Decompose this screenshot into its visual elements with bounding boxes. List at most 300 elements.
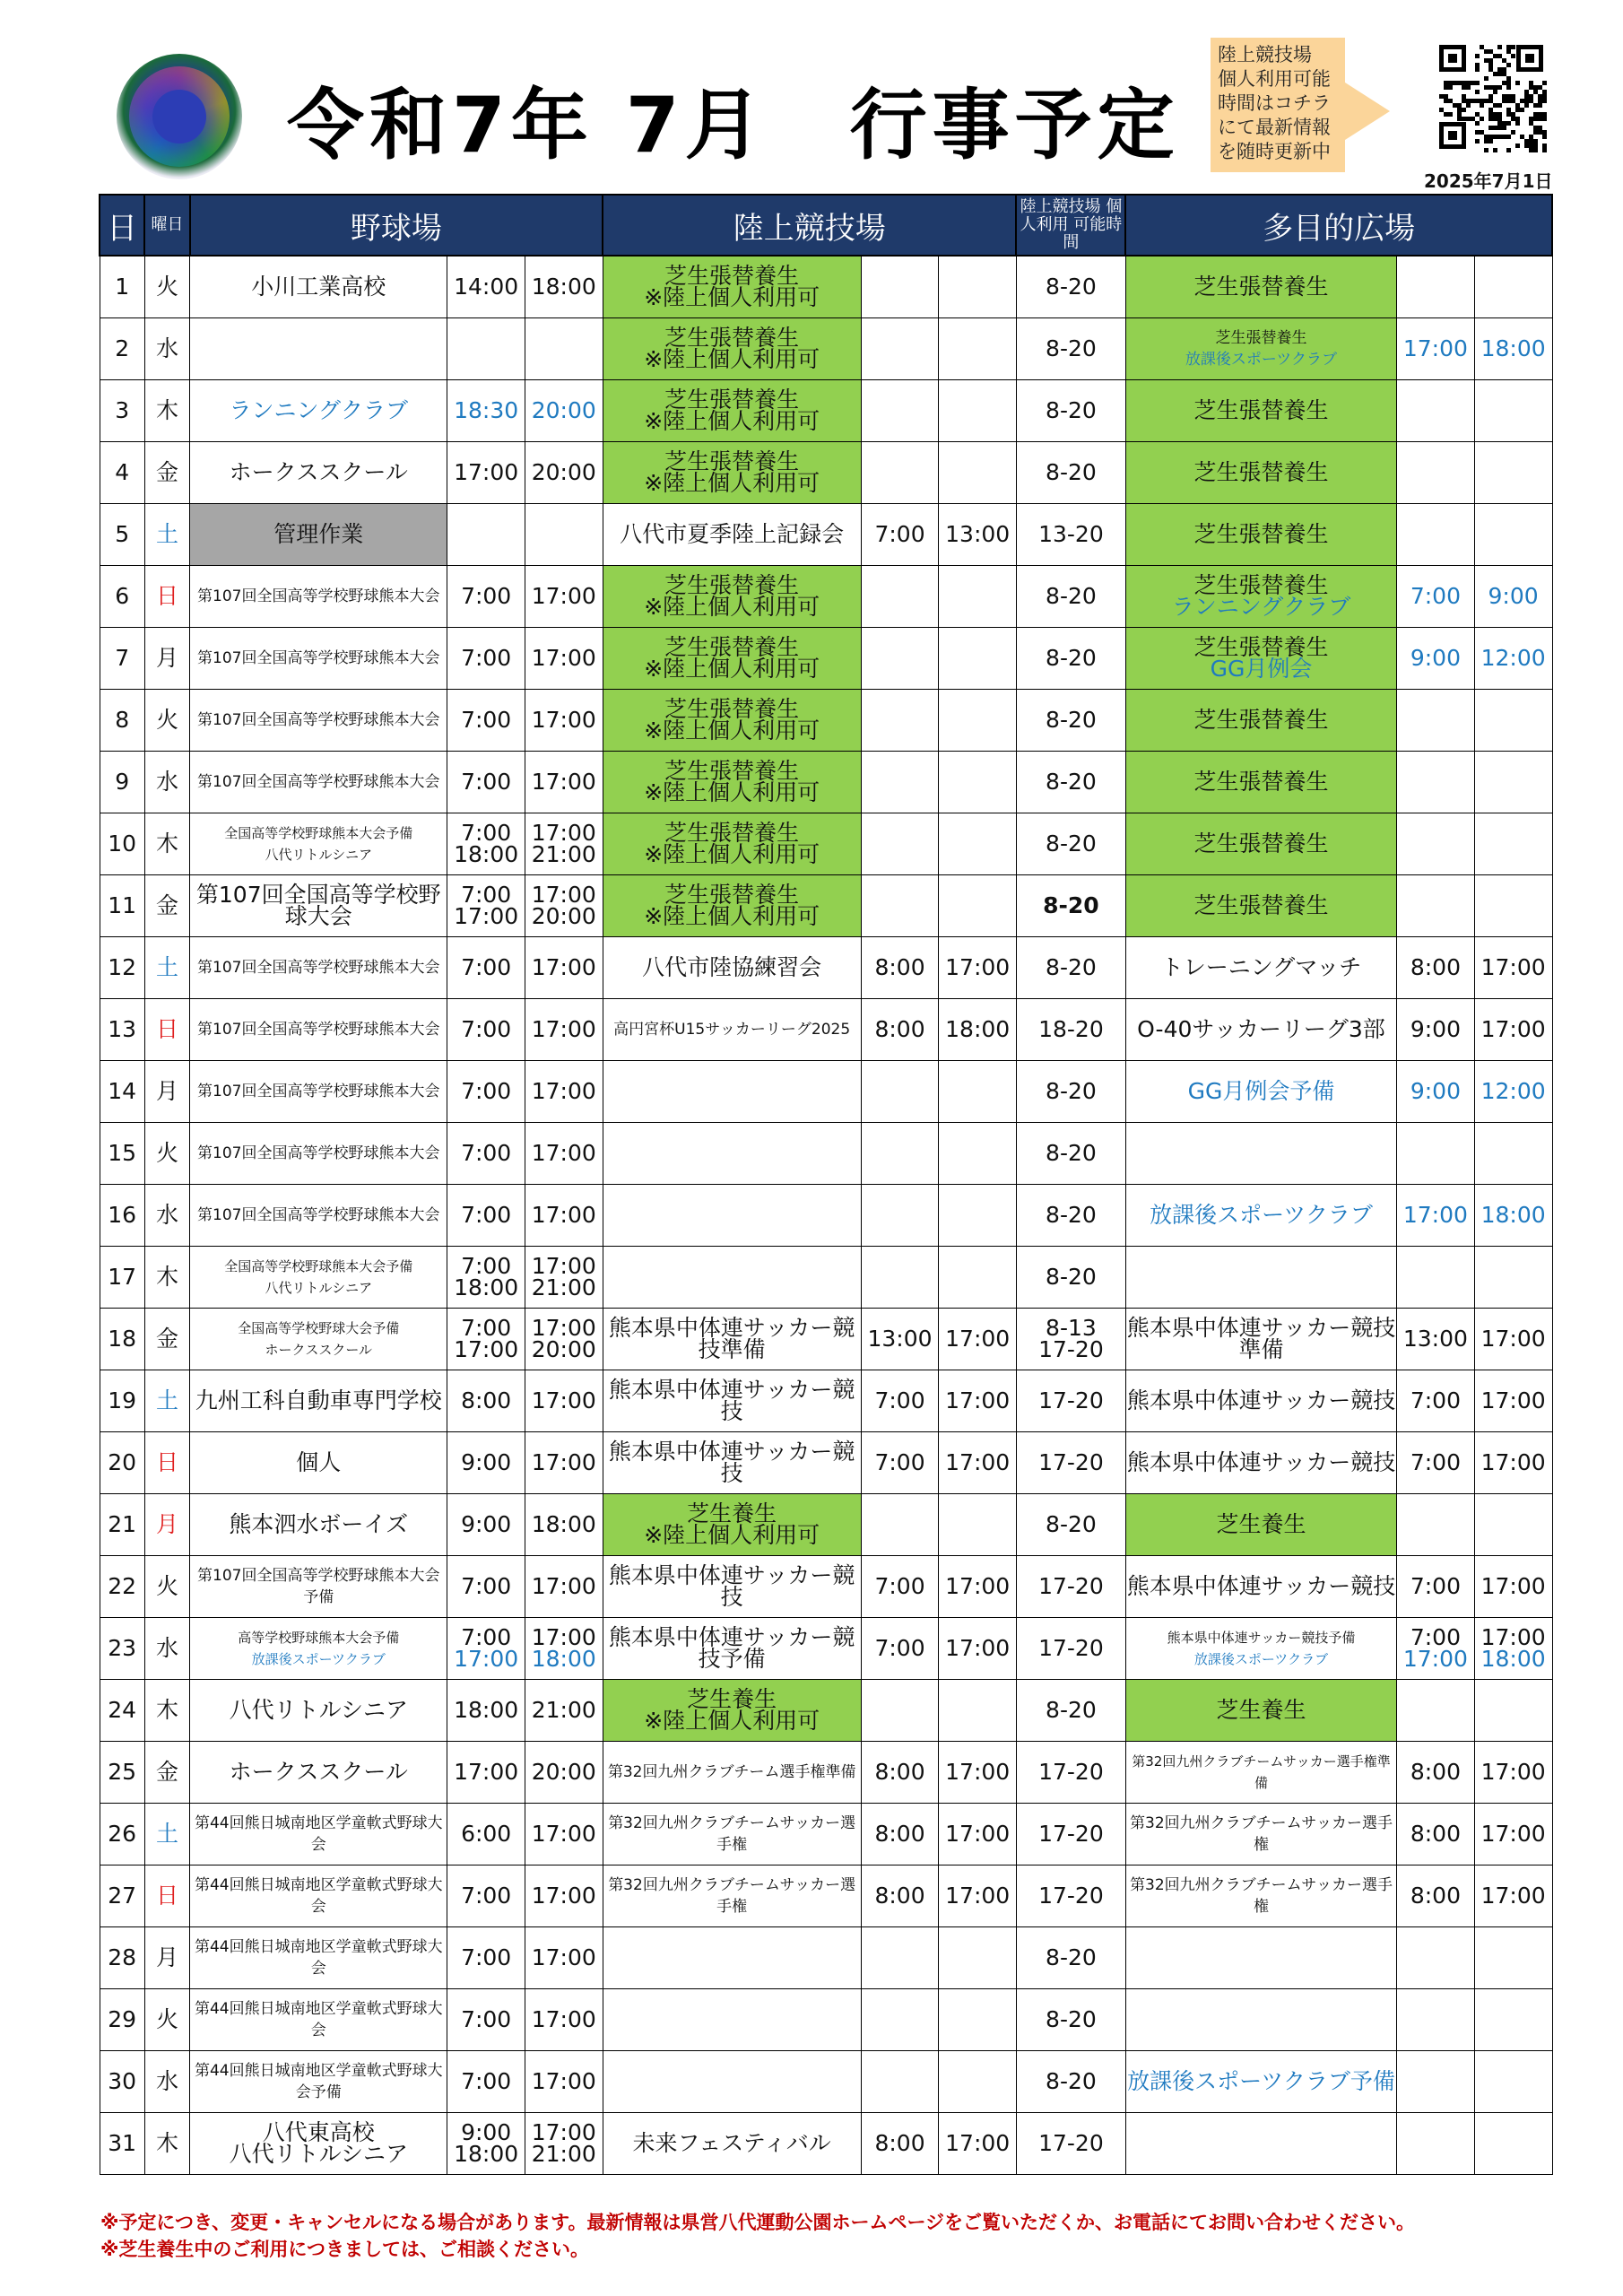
track-start-cell — [861, 690, 939, 752]
day-cell: 10 — [100, 813, 144, 875]
baseball-start-cell: 9:00 18:00 — [447, 2113, 525, 2175]
day-cell: 22 — [100, 1556, 144, 1618]
baseball-event-cell: ホークススクール — [190, 1742, 447, 1804]
day-cell: 17 — [100, 1247, 144, 1309]
day-cell: 26 — [100, 1804, 144, 1866]
dow-cell: 木 — [144, 813, 189, 875]
baseball-end-cell: 17:00 — [525, 566, 603, 628]
multi-start-cell: 9:00 — [1397, 1061, 1475, 1123]
day-cell: 13 — [100, 999, 144, 1061]
track-start-cell: 7:00 — [861, 1370, 939, 1432]
table-row — [100, 1618, 1552, 1680]
baseball-end-cell: 17:00 — [525, 2051, 603, 2113]
dow-cell: 水 — [144, 752, 189, 813]
multi-event-cell — [1125, 1247, 1396, 1309]
track-end-cell — [939, 1185, 1017, 1247]
track-event-cell: 未来フェスティバル — [603, 2113, 861, 2175]
multi-end-cell: 17:00 — [1474, 1866, 1552, 1927]
dow-cell: 日 — [144, 1866, 189, 1927]
table-row — [100, 690, 1552, 752]
dow-cell: 月 — [144, 1061, 189, 1123]
baseball-event-cell: 第44回熊日城南地区学童軟式野球大会 — [190, 1927, 447, 1989]
day-cell: 11 — [100, 875, 144, 937]
multi-start-cell: 7:00 17:00 — [1397, 1618, 1475, 1680]
track-event-cell — [603, 1185, 861, 1247]
track-start-cell — [861, 318, 939, 380]
dow-cell: 土 — [144, 504, 189, 566]
multi-start-cell: 9:00 — [1397, 628, 1475, 690]
track-start-cell: 8:00 — [861, 1866, 939, 1927]
dow-cell: 日 — [144, 999, 189, 1061]
baseball-event-cell — [190, 318, 447, 380]
multi-end-cell — [1474, 1494, 1552, 1556]
track-event-cell: 芝生張替養生 ※陸上個人利用可 — [603, 690, 861, 752]
track-end-cell — [939, 1061, 1017, 1123]
baseball-event-cell: 八代東高校 八代リトルシニア — [190, 2113, 447, 2175]
track-end-cell: 13:00 — [939, 504, 1017, 566]
multi-event-cell: 熊本県中体連サッカー競技準備 — [1125, 1309, 1396, 1370]
track-event-cell: 芝生張替養生 ※陸上個人利用可 — [603, 813, 861, 875]
multi-start-cell: 7:00 — [1397, 566, 1475, 628]
footer-note-2: ※芝生養生中のご利用につきましては、ご相談ください。 — [100, 2239, 589, 2260]
multi-start-cell — [1397, 2113, 1475, 2175]
day-cell: 5 — [100, 504, 144, 566]
track-hours-cell: 18-20 — [1016, 999, 1125, 1061]
track-event-cell — [603, 2051, 861, 2113]
baseball-end-cell: 17:00 — [525, 1556, 603, 1618]
dow-cell: 水 — [144, 2051, 189, 2113]
baseball-event-cell: 第44回熊日城南地区学童軟式野球大会 — [190, 1804, 447, 1866]
baseball-end-cell: 20:00 — [525, 380, 603, 442]
track-end-cell — [939, 566, 1017, 628]
baseball-event-cell: 小川工業高校 — [190, 256, 447, 318]
baseball-event-cell: 全国高等学校野球大会予備 ホークススクール — [190, 1309, 447, 1370]
multi-end-cell — [1474, 1680, 1552, 1742]
multi-end-cell: 17:00 — [1474, 1370, 1552, 1432]
dow-cell: 水 — [144, 1185, 189, 1247]
table-row — [100, 937, 1552, 999]
table-row — [100, 1123, 1552, 1185]
track-end-cell — [939, 875, 1017, 937]
track-end-cell: 17:00 — [939, 1370, 1017, 1432]
multi-start-cell — [1397, 504, 1475, 566]
track-start-cell — [861, 1185, 939, 1247]
track-event-cell — [603, 1247, 861, 1309]
table-row — [100, 628, 1552, 690]
table-row — [100, 1989, 1552, 2051]
dow-cell: 月 — [144, 1927, 189, 1989]
baseball-end-cell: 20:00 — [525, 442, 603, 504]
multi-end-cell: 17:00 18:00 — [1474, 1618, 1552, 1680]
table-row — [100, 1866, 1552, 1927]
track-event-cell: 第32回九州クラブチームサッカー選手権 — [603, 1804, 861, 1866]
table-row — [100, 999, 1552, 1061]
baseball-event-cell: 第107回全国高等学校野球熊本大会予備 — [190, 1556, 447, 1618]
multi-start-cell — [1397, 875, 1475, 937]
dow-cell: 水 — [144, 1618, 189, 1680]
baseball-end-cell: 17:00 — [525, 1185, 603, 1247]
multi-start-cell — [1397, 1247, 1475, 1309]
track-event-cell: 熊本県中体連サッカー競技予備 — [603, 1618, 861, 1680]
track-start-cell — [861, 1061, 939, 1123]
baseball-event-cell: 第107回全国高等学校野球熊本大会 — [190, 1123, 447, 1185]
baseball-start-cell: 7:00 — [447, 690, 525, 752]
day-cell: 14 — [100, 1061, 144, 1123]
multi-end-cell — [1474, 1247, 1552, 1309]
baseball-start-cell: 7:00 17:00 — [447, 1618, 525, 1680]
day-cell: 18 — [100, 1309, 144, 1370]
baseball-start-cell: 7:00 — [447, 937, 525, 999]
multi-event-cell: 放課後スポーツクラブ予備 — [1125, 2051, 1396, 2113]
multi-end-cell: 12:00 — [1474, 628, 1552, 690]
track-end-cell — [939, 1247, 1017, 1309]
multi-event-cell: 芝生張替養生 ランニングクラブ — [1125, 566, 1396, 628]
table-row — [100, 1742, 1552, 1804]
multi-start-cell: 9:00 — [1397, 999, 1475, 1061]
header-day: 日 — [100, 195, 144, 256]
arrow-right-icon — [1345, 83, 1390, 140]
dow-cell: 火 — [144, 690, 189, 752]
baseball-event-cell: 八代リトルシニア — [190, 1680, 447, 1742]
table-row — [100, 2113, 1552, 2175]
track-end-cell: 17:00 — [939, 1556, 1017, 1618]
multi-start-cell — [1397, 256, 1475, 318]
baseball-end-cell: 17:00 — [525, 999, 603, 1061]
track-event-cell: 芝生張替養生 ※陸上個人利用可 — [603, 380, 861, 442]
multi-event-cell: 芝生張替養生 — [1125, 442, 1396, 504]
baseball-start-cell: 6:00 — [447, 1804, 525, 1866]
multi-end-cell: 17:00 — [1474, 999, 1552, 1061]
table-row — [100, 1309, 1552, 1370]
multi-start-cell — [1397, 1123, 1475, 1185]
track-hours-cell: 8-20 — [1016, 318, 1125, 380]
multi-event-cell: 芝生養生 — [1125, 1680, 1396, 1742]
notice-line: を随時更新中 — [1218, 141, 1331, 162]
multi-start-cell — [1397, 690, 1475, 752]
multi-start-cell: 7:00 — [1397, 1556, 1475, 1618]
baseball-start-cell: 7:00 — [447, 1866, 525, 1927]
multi-event-cell: 熊本県中体連サッカー競技 — [1125, 1370, 1396, 1432]
baseball-event-cell: 第44回熊日城南地区学童軟式野球大会 — [190, 1866, 447, 1927]
baseball-end-cell: 17:00 — [525, 1804, 603, 1866]
table-row — [100, 752, 1552, 813]
table-row — [100, 1247, 1552, 1309]
dow-cell: 金 — [144, 1309, 189, 1370]
multi-end-cell: 17:00 — [1474, 1309, 1552, 1370]
multi-end-cell — [1474, 1927, 1552, 1989]
track-start-cell: 13:00 — [861, 1309, 939, 1370]
track-event-cell: 八代市陸協練習会 — [603, 937, 861, 999]
baseball-start-cell: 8:00 — [447, 1370, 525, 1432]
multi-event-cell: GG月例会予備 — [1125, 1061, 1396, 1123]
track-hours-cell: 8-20 — [1016, 566, 1125, 628]
baseball-end-cell: 17:00 21:00 — [525, 813, 603, 875]
multi-event-cell: 芝生張替養生 — [1125, 690, 1396, 752]
table-row — [100, 813, 1552, 875]
baseball-end-cell: 17:00 — [525, 1123, 603, 1185]
track-end-cell — [939, 380, 1017, 442]
track-start-cell: 8:00 — [861, 1804, 939, 1866]
track-hours-cell: 8-20 — [1016, 1185, 1125, 1247]
track-hours-cell: 13-20 — [1016, 504, 1125, 566]
track-start-cell — [861, 1123, 939, 1185]
day-cell: 2 — [100, 318, 144, 380]
track-hours-cell: 17-20 — [1016, 1742, 1125, 1804]
track-start-cell — [861, 2051, 939, 2113]
multi-start-cell — [1397, 1927, 1475, 1989]
multi-event-cell — [1125, 1927, 1396, 1989]
track-end-cell — [939, 318, 1017, 380]
table-row — [100, 1061, 1552, 1123]
notice-line: 時間はコチラ — [1218, 92, 1331, 114]
track-end-cell: 17:00 — [939, 1804, 1017, 1866]
baseball-start-cell: 7:00 — [447, 2051, 525, 2113]
track-end-cell — [939, 628, 1017, 690]
multi-event-cell: 芝生張替養生 — [1125, 380, 1396, 442]
header-track: 陸上競技場 — [603, 195, 1016, 256]
baseball-start-cell: 7:00 — [447, 1989, 525, 2051]
multi-start-cell: 13:00 — [1397, 1309, 1475, 1370]
table-row — [100, 380, 1552, 442]
track-end-cell: 17:00 — [939, 1618, 1017, 1680]
day-cell: 30 — [100, 2051, 144, 2113]
baseball-start-cell: 18:00 — [447, 1680, 525, 1742]
track-end-cell: 17:00 — [939, 937, 1017, 999]
page-title: 令和7年 7月 行事予定 — [287, 81, 1180, 170]
baseball-start-cell: 7:00 17:00 — [447, 875, 525, 937]
multi-end-cell: 18:00 — [1474, 1185, 1552, 1247]
track-hours-cell: 8-20 — [1016, 1123, 1125, 1185]
track-event-cell: 芝生養生 ※陸上個人利用可 — [603, 1494, 861, 1556]
baseball-event-cell: 第107回全国高等学校野球大会 — [190, 875, 447, 937]
track-start-cell — [861, 1927, 939, 1989]
track-hours-cell: 8-20 — [1016, 937, 1125, 999]
track-event-cell: 芝生張替養生 ※陸上個人利用可 — [603, 752, 861, 813]
multi-event-cell — [1125, 1989, 1396, 2051]
baseball-event-cell: 第44回熊日城南地区学童軟式野球大会予備 — [190, 2051, 447, 2113]
track-hours-cell: 8-20 — [1016, 875, 1125, 937]
baseball-end-cell — [525, 504, 603, 566]
track-hours-cell: 17-20 — [1016, 1866, 1125, 1927]
multi-end-cell: 17:00 — [1474, 1742, 1552, 1804]
table-row — [100, 1556, 1552, 1618]
notice-line: 個人利用可能 — [1218, 68, 1331, 90]
multi-event-cell: 第32回九州クラブチームサッカー選手権準備 — [1125, 1742, 1396, 1804]
baseball-start-cell: 7:00 — [447, 628, 525, 690]
track-start-cell — [861, 380, 939, 442]
track-start-cell — [861, 752, 939, 813]
track-event-cell: 熊本県中体連サッカー競技 — [603, 1432, 861, 1494]
qr-code-icon[interactable] — [1439, 45, 1543, 149]
multi-end-cell — [1474, 1989, 1552, 2051]
track-start-cell: 8:00 — [861, 999, 939, 1061]
baseball-event-cell: 第44回熊日城南地区学童軟式野球大会 — [190, 1989, 447, 2051]
track-event-cell: 芝生養生 ※陸上個人利用可 — [603, 1680, 861, 1742]
track-hours-cell: 8-20 — [1016, 256, 1125, 318]
track-end-cell: 17:00 — [939, 2113, 1017, 2175]
multi-event-cell: 放課後スポーツクラブ — [1125, 1185, 1396, 1247]
multi-start-cell — [1397, 1989, 1475, 2051]
track-hours-cell: 8-20 — [1016, 2051, 1125, 2113]
track-end-cell — [939, 256, 1017, 318]
multi-start-cell: 8:00 — [1397, 1866, 1475, 1927]
track-start-cell — [861, 875, 939, 937]
track-hours-cell: 17-20 — [1016, 1432, 1125, 1494]
table-row — [100, 1680, 1552, 1742]
baseball-end-cell: 21:00 — [525, 1680, 603, 1742]
multi-start-cell: 17:00 — [1397, 1185, 1475, 1247]
baseball-end-cell: 17:00 — [525, 690, 603, 752]
baseball-start-cell: 18:30 — [447, 380, 525, 442]
day-cell: 28 — [100, 1927, 144, 1989]
track-event-cell — [603, 1989, 861, 2051]
table-row — [100, 504, 1552, 566]
dow-cell: 月 — [144, 1494, 189, 1556]
baseball-start-cell: 7:00 — [447, 1556, 525, 1618]
multi-event-cell: 芝生養生 — [1125, 1494, 1396, 1556]
dow-cell: 水 — [144, 318, 189, 380]
table-row — [100, 318, 1552, 380]
baseball-start-cell — [447, 318, 525, 380]
track-start-cell: 8:00 — [861, 1742, 939, 1804]
day-cell: 29 — [100, 1989, 144, 2051]
baseball-end-cell: 17:00 — [525, 1432, 603, 1494]
notice-box — [1211, 38, 1345, 172]
table-row — [100, 1370, 1552, 1432]
dow-cell: 火 — [144, 1556, 189, 1618]
multi-start-cell — [1397, 380, 1475, 442]
multi-start-cell: 8:00 — [1397, 1804, 1475, 1866]
track-end-cell: 17:00 — [939, 1866, 1017, 1927]
dow-cell: 木 — [144, 2113, 189, 2175]
dow-cell: 火 — [144, 256, 189, 318]
logo-image — [117, 54, 242, 179]
multi-event-cell: 芝生張替養生 — [1125, 256, 1396, 318]
baseball-end-cell — [525, 318, 603, 380]
baseball-end-cell: 18:00 — [525, 1494, 603, 1556]
track-event-cell: 芝生張替養生 ※陸上個人利用可 — [603, 566, 861, 628]
track-end-cell: 17:00 — [939, 1432, 1017, 1494]
multi-end-cell — [1474, 442, 1552, 504]
baseball-end-cell: 17:00 — [525, 1927, 603, 1989]
baseball-end-cell: 17:00 — [525, 937, 603, 999]
track-start-cell: 8:00 — [861, 2113, 939, 2175]
table-row — [100, 1185, 1552, 1247]
multi-start-cell — [1397, 1494, 1475, 1556]
track-event-cell — [603, 1123, 861, 1185]
track-hours-cell: 8-20 — [1016, 752, 1125, 813]
dow-cell: 日 — [144, 566, 189, 628]
track-start-cell: 7:00 — [861, 504, 939, 566]
track-start-cell — [861, 1680, 939, 1742]
dow-cell: 月 — [144, 628, 189, 690]
header-dow: 曜日 — [144, 195, 189, 256]
multi-end-cell — [1474, 256, 1552, 318]
track-start-cell — [861, 442, 939, 504]
track-end-cell — [939, 813, 1017, 875]
multi-start-cell: 8:00 — [1397, 1742, 1475, 1804]
multi-end-cell — [1474, 2113, 1552, 2175]
track-end-cell: 17:00 — [939, 1742, 1017, 1804]
multi-start-cell — [1397, 2051, 1475, 2113]
multi-start-cell — [1397, 1680, 1475, 1742]
baseball-event-cell: 第107回全国高等学校野球熊本大会 — [190, 999, 447, 1061]
multi-start-cell: 17:00 — [1397, 318, 1475, 380]
baseball-end-cell: 17:00 — [525, 1866, 603, 1927]
track-event-cell: 芝生張替養生 ※陸上個人利用可 — [603, 628, 861, 690]
multi-start-cell: 7:00 — [1397, 1432, 1475, 1494]
multi-end-cell — [1474, 752, 1552, 813]
baseball-event-cell: 第107回全国高等学校野球熊本大会 — [190, 1185, 447, 1247]
notice-line: 陸上競技場 — [1218, 44, 1312, 65]
baseball-start-cell: 7:00 — [447, 752, 525, 813]
day-cell: 19 — [100, 1370, 144, 1432]
table-row — [100, 256, 1552, 318]
track-hours-cell: 8-20 — [1016, 813, 1125, 875]
multi-end-cell — [1474, 690, 1552, 752]
track-hours-cell: 8-20 — [1016, 442, 1125, 504]
multi-event-cell: 芝生張替養生 — [1125, 504, 1396, 566]
header-baseball: 野球場 — [190, 195, 603, 256]
track-hours-cell: 8-20 — [1016, 1680, 1125, 1742]
track-event-cell: 芝生張替養生 ※陸上個人利用可 — [603, 442, 861, 504]
track-start-cell: 7:00 — [861, 1556, 939, 1618]
table-row — [100, 1432, 1552, 1494]
multi-event-cell: 芝生張替養生 GG月例会 — [1125, 628, 1396, 690]
day-cell: 7 — [100, 628, 144, 690]
track-end-cell — [939, 442, 1017, 504]
multi-end-cell: 17:00 — [1474, 1432, 1552, 1494]
dow-cell: 火 — [144, 1989, 189, 2051]
day-cell: 27 — [100, 1866, 144, 1927]
track-hours-cell: 8-20 — [1016, 380, 1125, 442]
multi-event-cell: 第32回九州クラブチームサッカー選手権 — [1125, 1866, 1396, 1927]
multi-end-cell: 17:00 — [1474, 1556, 1552, 1618]
baseball-end-cell: 17:00 — [525, 1061, 603, 1123]
baseball-event-cell: 高等学校野球熊本大会予備 放課後スポーツクラブ — [190, 1618, 447, 1680]
notice-line: にて最新情報 — [1218, 117, 1331, 138]
dow-cell: 木 — [144, 1247, 189, 1309]
baseball-event-cell: 全国高等学校野球熊本大会予備 八代リトルシニア — [190, 1247, 447, 1309]
day-cell: 20 — [100, 1432, 144, 1494]
multi-event-cell: 芝生張替養生 — [1125, 752, 1396, 813]
multi-event-cell: 第32回九州クラブチームサッカー選手権 — [1125, 1804, 1396, 1866]
track-hours-cell: 17-20 — [1016, 1556, 1125, 1618]
baseball-start-cell: 17:00 — [447, 442, 525, 504]
multi-event-cell: 熊本県中体連サッカー競技 — [1125, 1432, 1396, 1494]
track-event-cell: 高円宮杯U15サッカーリーグ2025 — [603, 999, 861, 1061]
dow-cell: 木 — [144, 1680, 189, 1742]
track-hours-cell: 17-20 — [1016, 1618, 1125, 1680]
track-hours-cell: 8-20 — [1016, 1494, 1125, 1556]
baseball-end-cell: 17:00 20:00 — [525, 875, 603, 937]
track-event-cell: 熊本県中体連サッカー競技 — [603, 1556, 861, 1618]
table-row — [100, 875, 1552, 937]
multi-event-cell — [1125, 2113, 1396, 2175]
day-cell: 6 — [100, 566, 144, 628]
baseball-start-cell: 7:00 18:00 — [447, 813, 525, 875]
multi-event-cell: 芝生張替養生 — [1125, 813, 1396, 875]
track-event-cell: 八代市夏季陸上記録会 — [603, 504, 861, 566]
dow-cell: 木 — [144, 380, 189, 442]
dow-cell: 金 — [144, 1742, 189, 1804]
track-hours-cell: 8-20 — [1016, 1989, 1125, 2051]
track-event-cell: 熊本県中体連サッカー競技 — [603, 1370, 861, 1432]
track-start-cell — [861, 566, 939, 628]
track-start-cell: 7:00 — [861, 1432, 939, 1494]
baseball-event-cell: ランニングクラブ — [190, 380, 447, 442]
table-row — [100, 442, 1552, 504]
